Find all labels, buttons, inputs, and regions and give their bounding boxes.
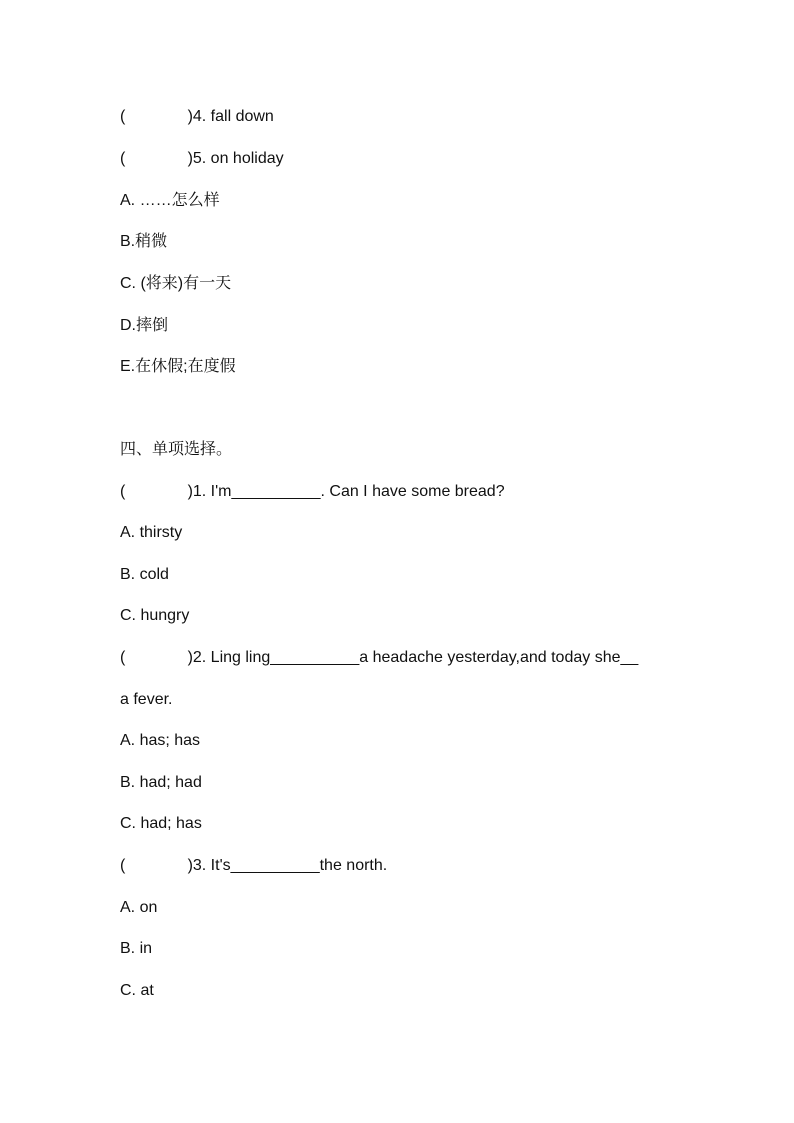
q1-option-a: A. thirsty: [120, 524, 183, 541]
option-b: B.稍微: [120, 233, 168, 250]
q3-option-b: B. in: [120, 940, 153, 957]
question-3-stem: ( )3. It's__________the north.: [120, 857, 388, 874]
section-title: 四、单项选择。: [120, 441, 233, 458]
question-4-fall-down: ( )4. fall down: [120, 108, 274, 125]
option-a: A. ……怎么样: [120, 192, 220, 209]
question-5-on-holiday: ( )5. on holiday: [120, 150, 284, 167]
q2-option-a: A. has; has: [120, 732, 201, 749]
q3-option-c: C. at: [120, 982, 154, 999]
option-c: C. (将来)有一天: [120, 275, 232, 292]
option-e: E.在休假;在度假: [120, 358, 236, 375]
question-2-stem: ( )2. Ling ling__________a headache yesterday,and today she__: [120, 649, 639, 666]
q2-option-b: B. had; had: [120, 774, 202, 791]
question-2-stem-continued: a fever.: [120, 691, 173, 708]
question-1-stem: ( )1. I'm__________. Can I have some bread?: [120, 483, 505, 500]
q1-option-b: B. cold: [120, 566, 169, 583]
q3-option-a: A. on: [120, 899, 158, 916]
q2-option-c: C. had; has: [120, 815, 202, 832]
option-d: D.摔倒: [120, 317, 169, 334]
q1-option-c: C. hungry: [120, 607, 190, 624]
